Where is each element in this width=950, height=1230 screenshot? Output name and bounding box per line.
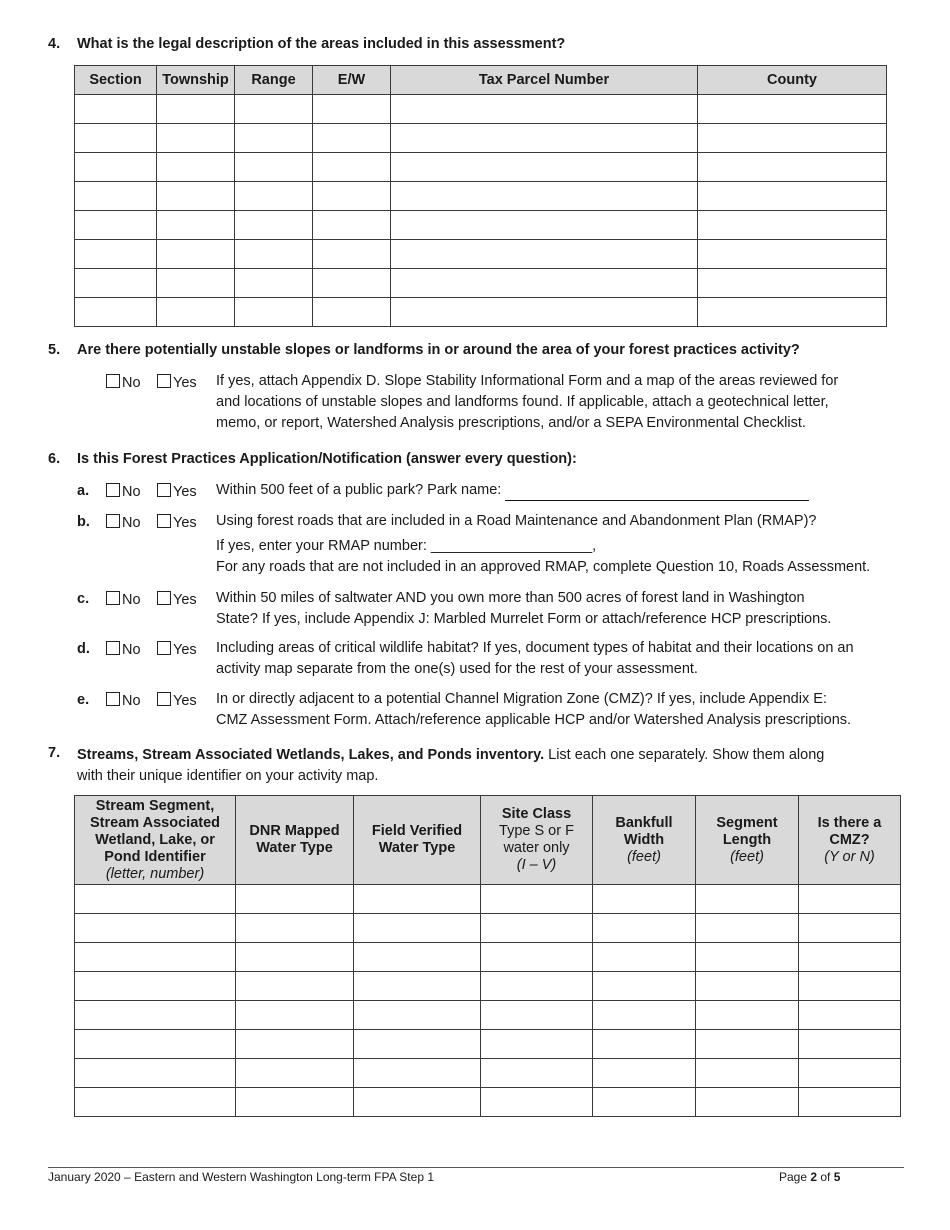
stream-inventory-cell[interactable] [799,1030,901,1059]
legal-description-table [74,65,887,327]
legal-description-cell[interactable] [313,124,391,153]
legal-description-cell[interactable] [698,298,887,327]
stream-inventory-cell[interactable] [354,1059,481,1088]
stream-inventory-cell[interactable] [354,943,481,972]
legal-description-cell[interactable] [313,269,391,298]
legal-description-cell[interactable] [698,240,887,269]
stream-inventory-cell[interactable] [236,1088,354,1117]
q6b-line3: For any roads that are not included in an approved RMAP, complete Question 10, Roads Assessment. [216,559,871,575]
stream-inventory-cell[interactable] [799,914,901,943]
legal-description-cell[interactable] [313,211,391,240]
stream-inventory-cell[interactable] [75,1059,236,1088]
stream-inventory-cell[interactable] [481,914,593,943]
h3-l1: Field Verified [371,823,463,839]
legal-description-cell[interactable] [391,95,698,124]
stream-inventory-cell[interactable] [481,1088,593,1117]
q6a-yes-label: Yes [173,484,197,500]
q6c-yes-checkbox[interactable] [157,591,171,605]
stream-inventory-cell[interactable] [354,972,481,1001]
stream-inventory-cell[interactable] [481,885,593,914]
h4-l2: water only [503,840,570,856]
stream-inventory-row [75,943,901,972]
q6b-letter: b. [77,514,90,530]
stream-inventory-cell[interactable] [593,943,696,972]
q6d-yes-checkbox[interactable] [157,641,171,655]
stream-inventory-cell[interactable] [354,1030,481,1059]
q5-yes-checkbox[interactable] [157,374,171,388]
stream-inventory-cell[interactable] [799,1059,901,1088]
q6b-yes-checkbox[interactable] [157,514,171,528]
q5-yes-option[interactable] [157,374,197,391]
q6a-yes-checkbox[interactable] [157,483,171,497]
legal-description-cell[interactable] [235,95,313,124]
header-range: Range [235,66,313,95]
stream-inventory-cell[interactable] [354,914,481,943]
q6e-text [216,689,851,731]
legal-description-row [75,269,887,298]
page-prefix: Page [779,1170,811,1184]
q6c-yes-option[interactable] [157,591,197,608]
page-num: 2 [810,1170,818,1184]
q6e-no-option[interactable] [106,692,141,709]
legal-description-cell[interactable] [698,153,887,182]
legal-description-cell[interactable] [391,153,698,182]
q6e-yes-checkbox[interactable] [157,692,171,706]
header-county: County [698,66,887,95]
legal-description-cell[interactable] [313,298,391,327]
legal-description-cell[interactable] [313,153,391,182]
q5-text: Are there potentially unstable slopes or landforms in or around the area of your forest practices activity? [77,342,800,358]
legal-description-cell[interactable] [75,269,157,298]
q6a-letter: a. [77,483,90,499]
q6e-line1: In or directly adjacent to a potential Channel Migration Zone (CMZ)? If yes, include Appendix E: [216,691,827,707]
q7-text-rest: List each one separately. Show them along [544,747,825,763]
legal-description-row [75,124,887,153]
legal-description-cell[interactable] [391,298,698,327]
h5-l1: Bankfull [615,814,673,831]
header-township: Township [157,66,235,95]
q6b-line1: Using forest roads that are included in a Road Maintenance and Abandonment Plan (RMAP)? [216,513,817,529]
h6-l2: Length [722,831,772,848]
stream-inventory-cell[interactable] [236,1001,354,1030]
stream-inventory-cell[interactable] [799,1001,901,1030]
q6c-no-label: No [122,592,141,608]
q5-number: 5. [48,342,61,358]
q6a-no-checkbox[interactable] [106,483,120,497]
q6c-no-checkbox[interactable] [106,591,120,605]
legal-description-cell[interactable] [698,95,887,124]
h5-italic: (feet) [627,848,661,865]
stream-inventory-cell[interactable] [799,972,901,1001]
legal-description-row [75,211,887,240]
header-ew: E/W [313,66,391,95]
stream-inventory-row [75,1001,901,1030]
legal-description-row [75,95,887,124]
legal-description-cell[interactable] [75,124,157,153]
q6a-no-option[interactable] [106,483,141,500]
stream-inventory-cell[interactable] [696,1059,799,1088]
legal-description-cell[interactable] [391,211,698,240]
header-dnr-mapped [236,796,354,885]
legal-description-row [75,182,887,211]
q5-line3: memo, or report, Watershed Analysis prescriptions, and/or a SEPA Environmental Checklist. [216,415,806,431]
q6b-text [216,511,870,578]
legal-description-cell[interactable] [235,211,313,240]
q6e-yes-label: Yes [173,693,197,709]
legal-description-cell[interactable] [157,153,235,182]
footer-left: January 2020 – Eastern and Western Washington Long-term FPA Step 1 [48,1170,434,1184]
stream-inventory-cell[interactable] [696,972,799,1001]
q6d-line1: Including areas of critical wildlife habitat? If yes, document types of habitat and their locations on an [216,640,854,656]
stream-inventory-cell[interactable] [593,1059,696,1088]
q7-text [77,745,824,787]
legal-description-cell[interactable] [698,124,887,153]
q6e-no-checkbox[interactable] [106,692,120,706]
q6b-yes-option[interactable] [157,514,197,531]
park-name-field[interactable] [505,484,809,501]
q5-no-label: No [122,375,141,391]
q6-number: 6. [48,451,61,467]
legal-description-cell[interactable] [391,124,698,153]
q6a-line1: Within 500 feet of a public park? Park name: [216,482,502,498]
stream-inventory-row [75,972,901,1001]
q6a-yes-option[interactable] [157,483,197,500]
h7-l1: Is there a [817,814,882,831]
stream-inventory-cell[interactable] [354,1088,481,1117]
legal-description-cell[interactable] [157,269,235,298]
stream-inventory-cell[interactable] [236,885,354,914]
stream-inventory-cell[interactable] [236,943,354,972]
page-mid: of [817,1170,834,1184]
legal-description-cell[interactable] [157,124,235,153]
h4-bold: Site Class [501,806,572,822]
q6d-no-option[interactable] [106,641,141,658]
header-stream-identifier [75,796,236,885]
stream-inventory-cell[interactable] [696,1030,799,1059]
stream-inventory-row [75,1088,901,1117]
h7-l2: CMZ? [829,831,870,848]
q5-no-checkbox[interactable] [106,374,120,388]
q6c-line2: State? If yes, include Appendix J: Marbled Murrelet Form or attach/reference HCP prescriptions. [216,611,832,627]
page-total: 5 [833,1170,841,1184]
legal-description-cell[interactable] [235,124,313,153]
q6d-line2: activity map separate from the one(s) used for the rest of your assessment. [216,661,698,677]
stream-inventory-cell[interactable] [75,1001,236,1030]
stream-inventory-cell[interactable] [354,1001,481,1030]
q6b-no-label: No [122,515,141,531]
stream-inventory-row [75,1059,901,1088]
legal-description-cell[interactable] [235,182,313,211]
stream-inventory-row [75,885,901,914]
q6d-text [216,638,854,680]
legal-description-cell[interactable] [157,240,235,269]
q7-line2: with their unique identifier on your activity map. [77,768,379,784]
stream-inventory-cell[interactable] [593,1001,696,1030]
legal-description-cell[interactable] [75,95,157,124]
q5-instructions [216,371,838,434]
legal-description-cell[interactable] [157,95,235,124]
h1-l2: Stream Associated [89,814,221,831]
footer-page [779,1170,840,1184]
legal-description-cell[interactable] [313,95,391,124]
stream-inventory-cell[interactable] [593,914,696,943]
q6d-no-checkbox[interactable] [106,641,120,655]
h4-l1: Type S or F [499,823,574,839]
stream-inventory-cell[interactable] [481,1059,593,1088]
q4-number: 4. [48,36,61,52]
stream-inventory-cell[interactable] [696,1001,799,1030]
q6d-letter: d. [77,641,90,657]
q6d-yes-label: Yes [173,642,197,658]
legal-description-cell[interactable] [698,269,887,298]
legal-description-cell[interactable] [391,182,698,211]
legal-description-cell[interactable] [391,269,698,298]
legal-description-cell[interactable] [75,182,157,211]
stream-inventory-cell[interactable] [236,1030,354,1059]
stream-inventory-cell[interactable] [481,1001,593,1030]
stream-inventory-cell[interactable] [75,1030,236,1059]
h2-l2: Water Type [256,840,333,856]
h3-l2: Water Type [378,840,456,856]
q6c-no-option[interactable] [106,591,141,608]
q6b-yes-label: Yes [173,515,197,531]
legal-description-cell[interactable] [235,269,313,298]
legal-description-cell[interactable] [75,153,157,182]
legal-description-cell[interactable] [235,153,313,182]
q5-line2: and locations of unstable slopes and landforms found. If applicable, attach a geotechnical letter, [216,394,829,410]
stream-inventory-cell[interactable] [593,972,696,1001]
stream-inventory-cell[interactable] [696,885,799,914]
legal-description-cell[interactable] [157,182,235,211]
stream-inventory-cell[interactable] [799,885,901,914]
stream-inventory-cell[interactable] [236,1059,354,1088]
legal-description-cell[interactable] [698,211,887,240]
stream-inventory-cell[interactable] [481,1030,593,1059]
legal-description-cell[interactable] [313,240,391,269]
h6-l1: Segment [716,814,778,831]
q6e-yes-option[interactable] [157,692,197,709]
stream-inventory-cell[interactable] [75,972,236,1001]
stream-inventory-cell[interactable] [593,1088,696,1117]
q6a-no-label: No [122,484,141,500]
streams-inventory-table [74,795,901,1117]
legal-description-cell[interactable] [235,298,313,327]
stream-inventory-cell[interactable] [799,1088,901,1117]
legal-description-row [75,298,887,327]
stream-inventory-cell[interactable] [593,1030,696,1059]
stream-inventory-cell[interactable] [696,1088,799,1117]
stream-inventory-cell[interactable] [75,914,236,943]
q7-number: 7. [48,745,61,761]
h1-italic: (letter, number) [105,865,205,882]
legal-description-cell[interactable] [157,211,235,240]
q5-yes-label: Yes [173,375,197,391]
q6e-line2: CMZ Assessment Form. Attach/reference applicable HCP and/or Watershed Analysis prescriptions. [216,712,852,728]
q6c-yes-label: Yes [173,592,197,608]
q6e-letter: e. [77,692,90,708]
stream-inventory-cell[interactable] [75,943,236,972]
q6-text: Is this Forest Practices Application/Notification (answer every question): [77,451,577,467]
stream-inventory-cell[interactable] [593,885,696,914]
footer-rule [48,1167,904,1168]
h4-italic: (I – V) [516,857,557,873]
legal-description-cell[interactable] [75,298,157,327]
q4-text: What is the legal description of the areas included in this assessment? [77,36,566,52]
stream-inventory-cell[interactable] [481,972,593,1001]
header-segment-length [696,796,799,885]
q6a-text [216,480,809,501]
stream-inventory-cell[interactable] [696,943,799,972]
legal-description-cell[interactable] [235,240,313,269]
header-tax-parcel: Tax Parcel Number [391,66,698,95]
h6-italic: (feet) [730,848,764,865]
h5-l2: Width [623,831,665,848]
stream-inventory-cell[interactable] [481,943,593,972]
q6d-yes-option[interactable] [157,641,197,658]
header-field-verified [354,796,481,885]
legal-description-cell[interactable] [157,298,235,327]
stream-inventory-cell[interactable] [696,914,799,943]
legal-description-row [75,153,887,182]
legal-description-row [75,240,887,269]
h1-l1: Stream Segment, [95,797,215,814]
stream-inventory-row [75,1030,901,1059]
header-section: Section [75,66,157,95]
header-bankfull-width [593,796,696,885]
header-cmz [799,796,901,885]
stream-inventory-cell[interactable] [799,943,901,972]
q5-line1: If yes, attach Appendix D. Slope Stability Informational Form and a map of the areas reviewed for [216,373,839,389]
header-site-class [481,796,593,885]
legal-description-cell[interactable] [698,182,887,211]
q6d-no-label: No [122,642,141,658]
h1-l4: Pond Identifier [104,848,206,865]
stream-inventory-cell[interactable] [236,914,354,943]
h7-italic: (Y or N) [824,848,875,865]
legal-description-cell[interactable] [391,240,698,269]
legal-description-cell[interactable] [313,182,391,211]
q6b-no-checkbox[interactable] [106,514,120,528]
legal-description-cell[interactable] [75,240,157,269]
h2-l1: DNR Mapped [249,823,340,839]
q7-bold-text: Streams, Stream Associated Wetlands, Lakes, and Ponds inventory. [77,747,545,763]
stream-inventory-cell[interactable] [354,885,481,914]
legal-description-cell[interactable] [75,211,157,240]
q5-no-option[interactable] [106,374,141,391]
stream-inventory-row [75,914,901,943]
q6e-no-label: No [122,693,141,709]
q6c-letter: c. [77,591,90,607]
stream-inventory-cell[interactable] [236,972,354,1001]
stream-inventory-cell[interactable] [75,885,236,914]
stream-inventory-cell[interactable] [75,1088,236,1117]
q6c-text [216,588,831,630]
rmap-number-field[interactable]: If yes, enter your RMAP number: ____________________, [216,538,597,554]
q6b-no-option[interactable] [106,514,141,531]
h1-l3: Wetland, Lake, or [95,831,215,848]
q6c-line1: Within 50 miles of saltwater AND you own more than 500 acres of forest land in Washington [216,590,805,606]
